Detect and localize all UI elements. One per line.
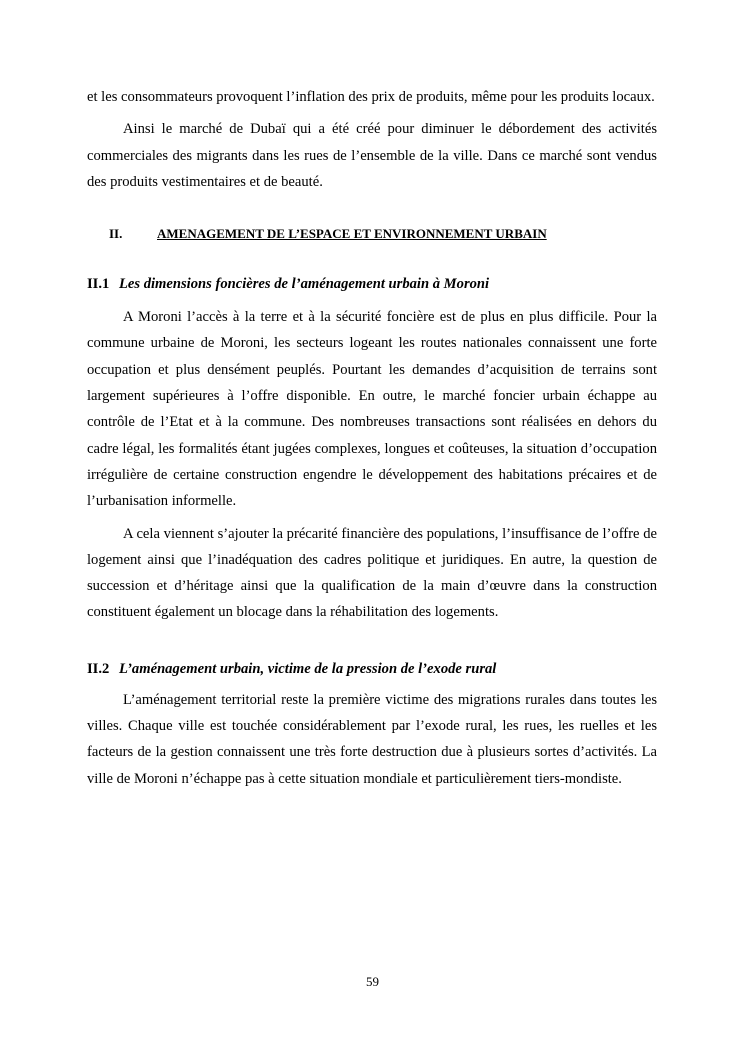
paragraph-continuation: et les consommateurs provoquent l’inflation des prix de produits, même pour les produits locaux.: [87, 89, 655, 105]
page-number: 59: [366, 974, 379, 989]
paragraph-financial-precarity: A cela viennent s’ajouter la précarité financière des populations, l’insuffisance de l’offre de logement ainsi que l’inadéquation des cadres politique et juridiques. En autre, la question de succession et d’héritage ainsi que la qualification de la main d’œuvre dans la construction constituent également un blocage dans la réhabilitation des logements.: [87, 525, 657, 621]
section-number: II.: [109, 226, 123, 242]
section-title: AMENAGEMENT DE L’ESPACE ET ENVIRONNEMENT URBAIN: [157, 226, 547, 242]
paragraph-land-access: A Moroni l’accès à la terre et à la sécurité foncière est de plus en plus difficile. Pour la commune urbaine de Moroni, les secteurs logeant les routes nationales connaissent une forte occupation et plus densément peuplés. Pourtant les demandes d’acquisition de terrains sont largement supérieures à l’offre disponible. En outre, le marché foncier urbain échappe au contrôle de l’Etat et à la commune. Des nombreuses transactions sont réalisées en dehors du cadre légal, les formalités étant jugées complexes, longues et coûteuses, la situation d’occupation irrégulière de certaine construction engendre le développement des habitations précaires et de l’urbanisation informelle.: [87, 309, 657, 510]
subsection-number: II.1: [87, 276, 110, 293]
subsection-number: II.2: [87, 660, 110, 677]
subsection-title: L’aménagement urbain, victime de la pression de l’exode rural: [118, 660, 497, 677]
subsection-heading-2: [87, 659, 657, 679]
paragraph-dubai-market: Ainsi le marché de Dubaï qui a été créé pour diminuer le débordement des activités commerciales des migrants dans les rues de l’ensemble de la ville. Dans ce marché sont vendus des produits vestimentaires et de beauté.: [87, 121, 657, 190]
section-heading: [87, 224, 657, 244]
subsection-heading-1: [87, 274, 657, 294]
subsection-title: Les dimensions foncières de l’aménagement urbain à Moroni: [118, 276, 490, 293]
document-page: [87, 84, 657, 792]
paragraph-rural-exodus: L’aménagement territorial reste la première victime des migrations rurales dans toutes les villes. Chaque ville est touchée considérablement par l’exode rural, les rues, les ruelles et les facteurs de la gestion connaissent une très forte destruction due à plusieurs sortes d’activités. La ville de Moroni n’échappe pas à cette situation mondiale et particulièrement tiers-mondiste.: [87, 691, 657, 787]
